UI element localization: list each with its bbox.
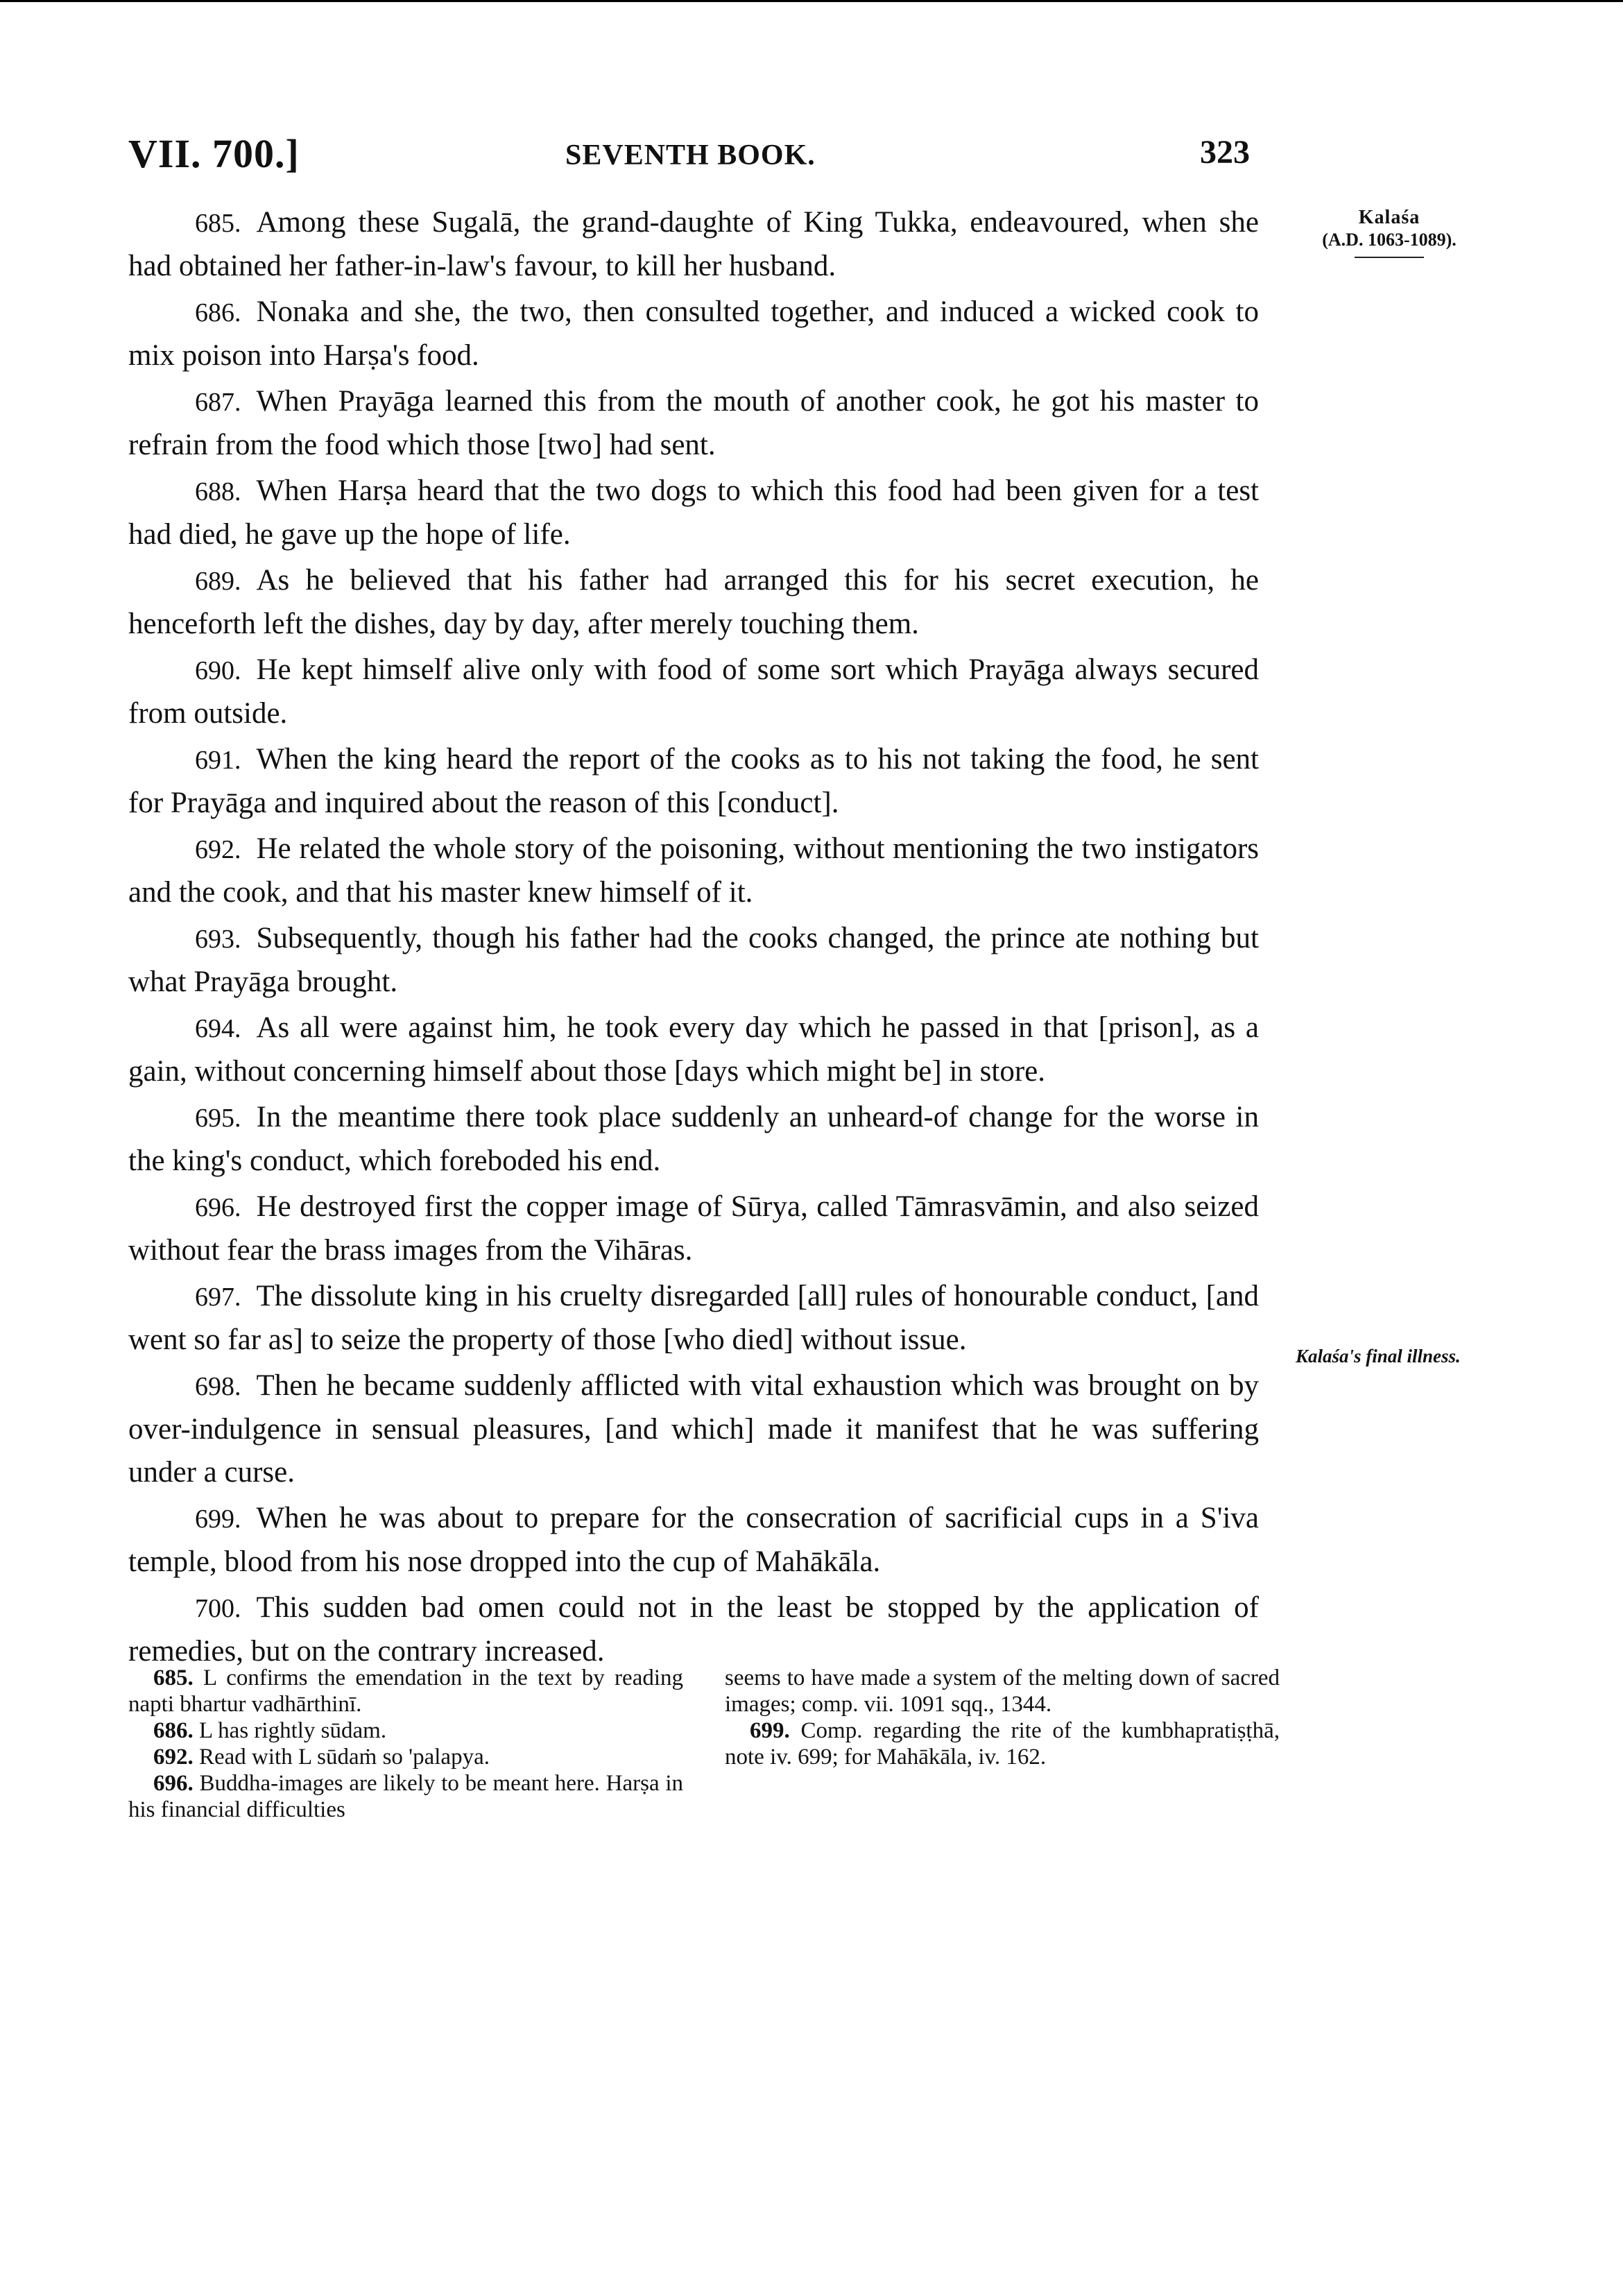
verse-paragraph <box>128 649 1259 735</box>
footnote-number: 696. <box>153 1771 200 1796</box>
verse-text: Then he became suddenly afflicted with vital exhaustion which was brought on by over-indulgence in sensual pleasures, [and which] made it manifest that he was suffering under a curse. <box>128 1369 1259 1489</box>
verse-paragraph <box>128 291 1259 377</box>
page-header <box>128 130 1259 186</box>
verse-number: 699. <box>195 1505 241 1534</box>
footnote-number: 686. <box>153 1718 199 1743</box>
verse-paragraph <box>128 559 1259 646</box>
verse-number: 686. <box>195 298 241 327</box>
verse-number: 694. <box>195 1014 241 1043</box>
verse-text: As all were against him, he took every day which he passed in that [prison], as a gain, without concerning himself about those [days which might be] in store. <box>128 1011 1259 1088</box>
verse-text: When Prayāga learned this from the mouth of another cook, he got his master to refrain from the food which those [two] had sent. <box>128 385 1259 461</box>
footnote <box>725 1717 1280 1770</box>
margin-note-rule <box>1355 257 1424 258</box>
verse-text: He destroyed first the copper image of Sūrya, called Tāmrasvāmin, and also seized without fear the brass images from the Vihāras. <box>128 1190 1259 1267</box>
footnotes-right-column <box>725 1665 1280 1770</box>
footnote-number: 692. <box>153 1745 199 1770</box>
verse-text: Among these Sugalā, the grand-daughte of King Tukka, endeavoured, when she had obtained her father-in-law's favour, to kill her husband. <box>128 206 1259 282</box>
verse-number: 700. <box>195 1594 241 1623</box>
verse-paragraph <box>128 1586 1259 1673</box>
footnote-text: Buddha-images are likely to be meant here. Harṣa in his financial difficulties <box>128 1771 683 1822</box>
verse-text: When the king heard the report of the cooks as to his not taking the food, he sent for Prayāga and inquired about the reason of this [conduct]. <box>128 743 1259 819</box>
verse-text: When Harṣa heard that the two dogs to which this food had been given for a test had died, he gave up the hope of life. <box>128 474 1259 551</box>
running-head-title: SEVENTH BOOK. <box>565 139 816 171</box>
footnote-text: Comp. regarding the rite of the kumbhapratiṣṭhā, note iv. 699; for Mahākāla, iv. 162. <box>725 1718 1280 1770</box>
verse-paragraph <box>128 1096 1259 1183</box>
verse-text: Nonaka and she, the two, then consulted together, and induced a wicked cook to mix poison into Harṣa's food. <box>128 295 1259 372</box>
footnote <box>128 1717 683 1744</box>
verse-number: 692. <box>195 835 241 864</box>
verse-paragraph <box>128 1275 1259 1362</box>
footnote <box>128 1744 683 1770</box>
verse-text: When he was about to prepare for the consecration of sacrificial cups in a S'iva temple, blood from his nose dropped into the cup of Mahākāla. <box>128 1502 1259 1578</box>
verse-text: He kept himself alive only with food of some sort which Prayāga always secured from outside. <box>128 653 1259 730</box>
verse-number: 696. <box>195 1193 241 1222</box>
margin-note-dates: (A.D. 1063-1089). <box>1322 230 1457 250</box>
margin-note-reign <box>1296 207 1483 258</box>
verse-number: 685. <box>195 209 241 238</box>
margin-note-final-illness: Kalaśa's final illness. <box>1296 1346 1461 1367</box>
verse-paragraph <box>128 380 1259 467</box>
verse-number: 693. <box>195 925 241 954</box>
verse-paragraph <box>128 201 1259 288</box>
footnote-text: L has rightly sūdam. <box>199 1718 387 1743</box>
verse-number: 695. <box>195 1104 241 1133</box>
verse-paragraph <box>128 1497 1259 1584</box>
running-head-left: VII. 700.] <box>128 131 300 176</box>
verse-paragraph <box>128 1006 1259 1093</box>
verse-text: Subsequently, though his father had the cooks changed, the prince ate nothing but what Prayāga brought. <box>128 922 1259 998</box>
main-text <box>128 201 1259 1673</box>
footnotes-left-column <box>128 1665 683 1823</box>
footnote-text: seems to have made a system of the melting down of sacred images; comp. vii. 1091 sqq., 1344. <box>725 1665 1280 1717</box>
verse-paragraph <box>128 470 1259 556</box>
margin-note-king-name: Kalaśa <box>1358 207 1420 228</box>
verse-number: 688. <box>195 477 241 506</box>
verse-paragraph <box>128 1364 1259 1494</box>
footnote-text: L confirms the emendation in the text by reading napti bhartur vadhārthinī. <box>128 1665 684 1717</box>
footnote-number: 685. <box>153 1665 204 1690</box>
verse-paragraph <box>128 1185 1259 1272</box>
footnote <box>725 1665 1280 1717</box>
footnote <box>128 1770 683 1823</box>
verse-number: 698. <box>195 1372 241 1401</box>
verse-number: 697. <box>195 1283 241 1312</box>
footnote-number: 699. <box>750 1718 801 1743</box>
verse-text: This sudden bad omen could not in the least be stopped by the application of remedies, but on the contrary increased. <box>128 1591 1259 1668</box>
verse-paragraph <box>128 738 1259 825</box>
verse-paragraph <box>128 828 1259 914</box>
verse-text: As he believed that his father had arranged this for his secret execution, he henceforth left the dishes, day by day, after merely touching them. <box>128 564 1259 640</box>
verse-number: 687. <box>195 388 241 417</box>
top-border-rule <box>0 0 1623 2</box>
page-number: 323 <box>1200 134 1250 171</box>
verse-number: 691. <box>195 746 241 775</box>
verse-text: He related the whole story of the poisoning, without mentioning the two instigators and the cook, and that his master knew himself of it. <box>128 832 1259 909</box>
verse-paragraph <box>128 917 1259 1004</box>
verse-number: 689. <box>195 567 241 596</box>
verse-text: In the meantime there took place suddenly an unheard-of change for the worse in the king's conduct, which foreboded his end. <box>128 1101 1259 1177</box>
footnote-text: Read with L sūdaṁ so 'palapya. <box>199 1745 490 1770</box>
verse-number: 690. <box>195 656 241 685</box>
verse-text: The dissolute king in his cruelty disregarded [all] rules of honourable conduct, [and went so far as] to seize the property of those [who died] without issue. <box>128 1280 1259 1356</box>
footnote <box>128 1665 683 1717</box>
